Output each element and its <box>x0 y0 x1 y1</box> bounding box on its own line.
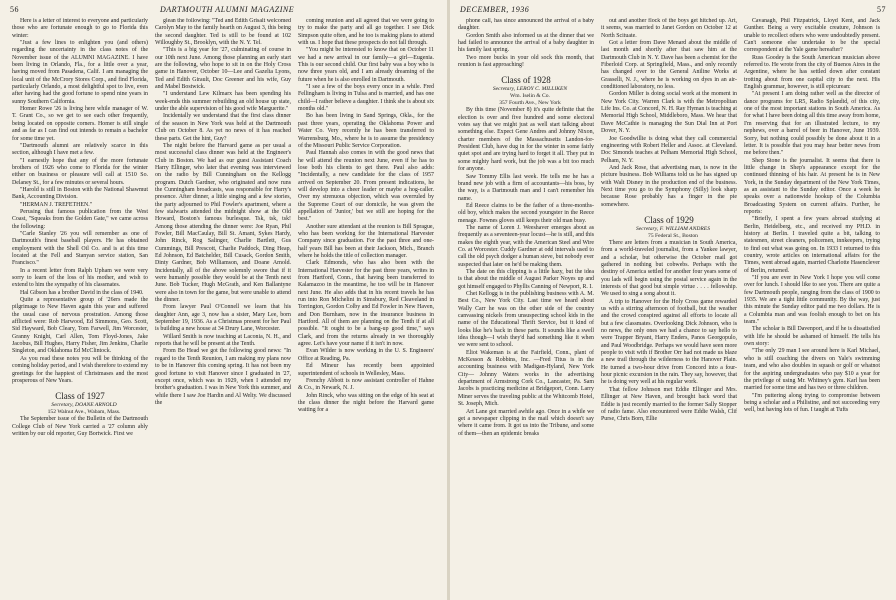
paragraph: The date on this clipping is a little hazy, but the idea is that about the middle of August Parker Noyes up and got himself engaged to Phyllis Canning of Newport, R. I. <box>458 268 594 290</box>
left-page-number: 56 <box>10 5 19 14</box>
paragraph: "I understand Lew Kilmarx has been spending his week-ends this summer rebuilding an old house up state, under the able supervision of his good wife Marguerite." <box>155 91 291 113</box>
paragraph: Here is a letter of interest to everyone and particularly those who are fortunate enough to go to Florida this winter: <box>12 18 148 39</box>
right-column-3 <box>744 18 880 596</box>
address-line: 152 Walnut Ave., Wabam, Mass. <box>47 409 121 416</box>
right-page <box>450 0 896 600</box>
paragraph: Bo has been living in Sand Springs, Okla., for the past three years, operating the Oklahoma Power and Water Co. Very recently he has been transferred to Warrensburg, Mo., where he is to assume the presidency of the Missouri Public Service Corporation. <box>298 113 434 149</box>
paragraph: Willard Smith is now teaching at Laconia, N. H., and reports that he will be present at the Tenth. <box>155 333 291 348</box>
paragraph: "HERMAN J. TREFETHEN." <box>20 201 93 208</box>
paragraph: Evan Wilder is now working in the U. S. Engineers' Office at Reading, Pa. <box>298 348 434 362</box>
paragraph: Ed Mineur has recently been appointed superintendent of schools in Wellesley, Mass. <box>298 363 434 377</box>
paragraph: "Carle Stanley '26 you will remember as one of Dartmouth's finest baseball players. He has obtained employment with the Shell Oil Co. and is at this time located at the Fell and Stanyan service station, San Francisco." <box>12 230 148 267</box>
paragraph: A trip to Hanover for the Holy Cross game rewarded us with a stirring afternoon of football, but the weather and the crowd conspired against all efforts to locate all but a few classmates. Overlooking Dick Johnson, who is no news, the only ones we had a chance to say hello to were Trapper Bryant, Harry Enders, Panos Georgopulo, and Paul Woodbridge. Perhaps we would have seen more people to visit with if Brother Orr had not made us blaze a new trail through the wilderness to the Hanover Plain. He turned a two-hour drive from Concord into a four-hour picnic excursion in the rain. They say, however, that he is doing very well at his regular work. <box>601 298 737 386</box>
left-column-3 <box>298 18 434 596</box>
paragraph: coming reunion and all agreed that we were going to try to make the party and all go together. I see Dick Simpson quite often, and he too is making plans to attend with us. I hope that these prospects do not fall through. <box>298 18 434 47</box>
class-heading: Class of 1929 <box>644 214 694 225</box>
paragraph: John Rinck, who was sitting on the edge of his seat at the class dinner the night before the Harvard game waiting for a <box>298 392 434 414</box>
paragraph: The September issue of the Bulletin of the Dartmouth College Club of New York carried a '27 column ably written by our old reporter, Guy Bortwick. First we <box>12 416 148 437</box>
paragraph: Got a letter from Dave Menard about the middle of last month and shortly after that saw him at the Dartmouth Club in N. Y. Dave has been a chemist for the Fiberloid Corp. at Springfield, Mass., and only recently has changed over to the General Aniline Works at Grasselli, N. J., where he is working on dyes in an air-conditioned laboratory, no less. <box>601 40 737 91</box>
paragraph: There are letters from a musician in South America, from a world-traveled journalist, from a Yankee lawyer, and a scholar, but otherwise the October mail got gathered in nothing but cobwebs. Perhaps with the destiny of America settled for another four years some of you lads will begin using the postal service again in the interests of that good but simple virtue . . . . fellowship. We used to sing a song about it. <box>601 239 737 298</box>
paragraph: Gordon Smith also informed us at the dinner that we had failed to announce the arrival of a baby daughter in his family last spring. <box>458 32 594 54</box>
paragraph: Cavanagh, Phil Fitzpatrick, Lloyd Kent, and Jack Gunther. Being a very excitable creature, Johnson is unable to recollect others who were undoubtedly present. Can't someone else undertake to be the special correspondent at the Yale game hereafter? <box>744 18 880 54</box>
paragraph: Clark Edmonds, who has also been with the International Harvester for the past three years, writes in from Hartford, Conn., that having been transferred to Kalamazoo in the meantime, he too will be in Hanover next June. He also adds that in his recent travels he has run into Ron Michelini in Simsbury, Red Cleaveland in Torrington, Gordon Colby and Ed Fowler in New Haven, and Don Burnham, now in the insurance business in Hartford. All of them are planning on the Tenth if at all possible. "It ought to be a bang-up good time," says Clark, and from the returns already in we thoroughly agree. Let's have your name if it isn't in now. <box>298 260 434 348</box>
right-running-head: DECEMBER, 1936 <box>460 5 530 14</box>
right-page-number: 57 <box>877 5 886 14</box>
paragraph: The name of Loren J. Weeshaver emerges about as frequently as a seventeen-year locust—he is still, and this makes the eighth year, with the American Steel and Wire Co. at Worcester. Cuddy Gardner at odd intervals used to call the old psych dodger a human sieve, but nobody ever suspected that later on he'd be making them. <box>458 224 594 268</box>
paragraph: "At present I am doing rather well as the director of dance programs for LR5, Radio Splandid, of this city, one of the most important stations in South America. As for what I have been doing all this time away from home, I'm reserving that for an illustrated lecture, to my nephews, over a barrel of beer in Hanover, June 1939. Sorry, but nothing could possibly be done about it in a letter. It is possible that you may hear better news from me before then." <box>744 91 880 157</box>
paragraph: Quite a representative group of '26ers made the pilgrimage to New Haven again this year and suffered the usual case of nervous prostration. Among those afflicted were: Rob Harwood, Ed Simmons, Geo. Scott, Sid Hayward, Bob Cleary, Tom Farwell, Jim Worcester, Granny Knight, Carl Allen, Tom Floyd-Jones, Jake Jacobus, Bill Hughes, Harry Fisher, Jim Jenkins, Charlie Singleton, and Oklahoma Ed McClintock. <box>12 297 148 355</box>
paragraph: "I see a few of the boys every once in a while. Fred Fellingham is living in Tulsa and is married, and has one child—I rather believe a daughter. I think she is about six months old." <box>298 84 434 113</box>
paragraph: "Harold is still in Boston with the National Shawmut Bank, Accounting Division. <box>12 186 148 201</box>
paragraph: Eliot Wakeman is at the Fairfield, Conn., plant of McKesson & Robbins, Inc. —Fred Titus is in the accounting business with Madigan-Hyland, New York City— Johnny Waters works in the advertising department of Armstrong Cork Co., Lancaster, Pa. Sam Jacobs is practicing medicine at Bridgeport, Conn. Larry Miner serves the traveling public at the Whitcomb Hotel, St. Joseph, Mich. <box>458 349 594 408</box>
secretary-line: Secretary, LEROY C. MILLIKEN <box>492 86 568 93</box>
paragraph: Two more bucks in your old sock this month, that reunion is fast approaching! <box>458 54 594 69</box>
paragraph: "I'm puttering along trying to compromise between being a scholar and a Philistine, and not succeeding very well, but having lots of fun. I taught at Tufts <box>744 392 880 414</box>
paragraph: The night before the Harvard game as per usual a most successful class dinner was held at the Engineer's Club in Boston. We had as our guest Assistant Coach Harry Ellinger, who later that evening was interviewed on the radio by Bill Cunningham on the Kellogg program. Dutch Gardner, who originated and now runs the Cunningham broadcasts, was responsible for Harry's presence. After dinner, a little singing and a few stories, the party adjourned to Phil Fowler's apartment, where a few stalwarts attended the midnight show at the Old Howard, Boston's famous burlesque. Tsk, tsk, tsk! Among those attending the dinner were: Joe Ryan, Phil Fowler, Bill MacCaulay, Bill St. Amant, Sykes Hardy, John Rinck, Rog Salinger, Charlie Bartlett, Gus Cummings, Bill Prescott, Charlie Paddock, Ding Heap, Ed Johnson, Ed Batchelder, Bill Cusack, Gordon Smith, Dinty Gardner, Bob Williamson, and Doane Arnold. Incidentally, all of the above solemnly swore that if it were humanly possible they would be at the Tenth next June. Bob Tucker, Hugh McGrath, and Ken Ballantyne were also in town for the game, but were unable to attend the dinner. <box>155 142 291 304</box>
paragraph: "This is a big year for '27, culminating of course in our 10th next June. Among those planning an early start are the following, who hope to sit in on the Holy Cross game in Hanover, October 10—Lee and Gazelta Lyons, Ted and Edith Girault, Doc Greener and his wife, Guy and Mabel Bostwick. <box>155 47 291 91</box>
paragraph: phone call, has since announced the arrival of a baby daughter. <box>458 18 594 32</box>
address-line: Wm. Iselin & Co. <box>510 93 550 100</box>
paragraph: Saw Tommy Ellis last week. He tells me he has a brand new job with a firm of accountants—his boss, by the way, is a Dartmouth man and I can't remember his name. <box>458 173 594 202</box>
paragraph: Gordon Miller is doing social work at the moment in New York City. Warren Clark is with the Metropolitan Life Ins. Co. at Concord, N. H. Ray Hyman is teaching at Memorial High School, Middleboro, Mass. We hear that Dave McCathie is managing the Sun Dial Inn at Port Dover, N. Y. <box>601 91 737 135</box>
paragraph: Incidentally we understand that the first class dinner of the season in New York was held at the Dartmouth Club on October 8. As yet no news of it has reached these parts. Get the hint, Guy? <box>155 113 291 142</box>
right-column-2 <box>601 18 737 596</box>
paragraph: Another sure attendant at the reunion is Bill Sprague, who has been working for the International Harvester Company since graduation. For the past three and one-half years Bill has been at their Jackson, Mich., Branch where he holds the title of collection manager. <box>298 223 434 259</box>
paragraph: "Dartmouth alumni are relatively scarce in this section, although I have met a few. <box>12 142 148 157</box>
paragraph: glean the following: "Ted and Edith Grisalt welcomed Carolyn May to the family hearth on August 3, this being the second daughter. Ted is still to be found at 102 Willoughby St., Brooklyn, with the N. Y. Tel. <box>155 18 291 47</box>
paragraph: Art Lane got married awhile ago. Once in a while we get a newspaper clipping in the mail which doesn't say where it came from. It got us into the Tribune, and some of them—then an epidemic breaks <box>458 408 594 437</box>
paragraph: Hal Gibson has a brother David in the class of 1940. <box>20 289 144 296</box>
paragraph: From lawyer Paul O'Connell we learn that his daughter Ann, age 3, now has a sister, Mary Lee, born September 19, 1936. As a Christmas present for her Paul is building a new house at 34 Drury Lane, Worcester. <box>155 304 291 333</box>
paragraph: Chet Kellogg is in the publishing business with A. M. Best Co., New York City. Last time we heard about Wally Carr he was on the other side of the country canvassing nickels from unsuspecting school kids in the name of the Educational Thrift Service, but it kind of looks like he's back in these parts. It sounds like a swell idea though—I wish they'd had something like it when we were sent to school. <box>458 291 594 349</box>
paragraph: And Jack Rose, that advertising man, is now in the picture business. Bob Williams told us he has signed up with Walt Disney in the production end of the business. Next time you go to the Symphony (Silly) look sharp because Rose probably has a finger in the pie somewhere. <box>601 164 737 208</box>
paragraph: Paul Hannah also comes in with the good news that he will attend the reunion next June, even if he has to lose both his clients to get there. Paul also adds: "Incidentally, a new candidate for the class of 1957 arrived on September 20. From present indications, he will develop into a cheer leader or maybe a hog-caller. Over my strenuous objection, which was overruled by the Supreme Court of our domicile, he was given the appellation of 'Junior,' but we still are hoping for the best." <box>298 150 434 223</box>
paragraph: From Bo Head we got the following good news: "In regard to the Tenth Reunion, I am making my plans now to be in Hanover this coming spring. It has not been my good fortune to visit Hanover since I graduated in '27, except once, which was in 1929, when I attended my brother's graduation. I was in New York this summer, and while there I saw Joe Hardin and Al Welty. We discussed the <box>155 348 291 406</box>
paragraph: By this time (November 8) it's quite definite that the election is over and five hundred and some electoral votes say that we might just as well start talking about something else. Expect Gene Andres and Johnny Nixon, charter members of the Massachusetts Landon-for-President Club, have dug in for the winter in some fairly quiet spot and are trying hard to forget it all. They put in some mighty hard work, but the job was a bit too much for anyone. <box>458 107 594 173</box>
paragraph: Frenchy Abbott is now assistant controller of Hahne & Co., in Newark, N. J. <box>298 377 434 392</box>
paragraph: Perusing that famous publication from the West Coast, "Squeaks from the Golden Gate," we came across the following: <box>12 208 148 230</box>
paragraph: "Just a few lines to enlighten you (and others) regarding the uncertainty in the class notes of the November issue of the ALUMNI MAGAZINE. I have been living in Orlando, Fla., for a little over a year, having moved from Pasadena, Calif. I am managing the local unit of the McCrory Stores Corp., and find Florida, particularly Orlando, a most delightful spot to live, even after having had the good fortune to spend nine years in sunny Southern California. <box>12 40 148 105</box>
paragraph: Shep Stone is the journalist. It seems that there is little change in Shep's appearance except for the continued thinning of his hair. At present he is in New York, in the Sunday department of the New York Times, as an assistant to the Sunday editor. Once a week he speaks over a nationwide hookup of the Columbia Broadcasting System on current affairs. Further, he reports: <box>744 157 880 215</box>
paragraph: In a recent letter from Ralph Upham we were very sorry to learn of the loss of his mother, and wish to extend to him the sympathy of his classmates. <box>12 267 148 289</box>
right-column-1 <box>458 18 594 596</box>
paragraph: That fellow Johnson met Eddie Ellinger and Mrs. Ellinger at New Haven, and brought back word that Eddie is just recently married to the former Sally Stopper of radio fame. Also encountered were Eddie Walsh, Clif Purse, Chris Born, Ellie <box>601 386 737 423</box>
left-running-head: DARTMOUTH ALUMNI MAGAZINE <box>160 5 295 14</box>
left-column-1 <box>12 18 148 596</box>
paragraph: Joe Goodwillie is doing what they call commercial engineering with Robert Heller and Assoc. at Cleveland. Doc Simonds teaches at Pelham Memorial High School, Pelham, N. Y. <box>601 135 737 164</box>
paragraph: "The only '29 man I see around here is Karl Michael, who is still coaching the divers on Yale's swimming team, and who also doubles in squash or golf or whatnot for the aspiring undergraduates who pay $10 a year for the privilege of using Mr. Whitney's gym. Karl has been married for some time and has two or three children. <box>744 348 880 392</box>
class-heading: Class of 1927 <box>55 391 105 402</box>
left-column-2 <box>155 18 291 596</box>
paragraph: Russ Goodey is the South American musician above referred to. He wrote from the city of Buenos Aires in the Argentine, where he has settled down after constant trotting about from one capital city to the next. His English grammar, however, is still epicurean: <box>744 54 880 91</box>
paragraph: "You might be interested to know that on October 11 we had a new arrival in our family—a girl—Eugenia. This is our second child. Our first baby was a boy who is now three years old, and I am already dreaming of the future when he is also enrolled in Dartmouth. <box>298 47 434 83</box>
paragraph: "I earnestly hope that any of the more fortunate brothers of 1926 who come to Florida for the winter either on business or pleasure will call at 1510 So. Delaney St., for a few minutes or several hours. <box>12 157 148 186</box>
paragraph: As you read these notes you will be thinking of the coming holiday period, and I wish therefore to extend my greetings for the happiest of Christmases and the most prosperous of New Years. <box>12 355 148 384</box>
address-line: 75 Federal St., Boston <box>648 232 698 239</box>
paragraph: Ed Reece claims to be the father of a three-months-old boy, which makes the second youngster in the Reece menage. Fownes gloves still keeps their old man busy. <box>458 202 594 224</box>
paragraph: Homer Rowe '26 is living here while manager of W. T. Grant Co., so we get to see each other frequently, being located on opposite corners. Homer is still single and as far as I can find out intends to remain a bachelor for some time yet. <box>12 106 148 142</box>
paragraph: The scholar is Bill Davenport, and if he is dissatisfied with life he should be ashamed of himself. He tells his own story: <box>744 326 880 348</box>
paragraph: "If you are ever in New York I hope you will come over for lunch. I should like to see you. There are quite a few Dartmouth people, ranging from the class of 1900 to 1935. We are a tight little community. By the way, just this minute the Sunday editor paid me two dollars. He is a Columbia man and was foolish enough to bet on his team." <box>744 275 880 326</box>
paragraph: out and another flock of the boys get hitched up. Art, it seems, was married to Janet Gordon on October 12 at North Scituate. <box>601 18 737 39</box>
secretary-line: Secretary, F. WILLIAM ANDRES <box>635 225 710 232</box>
secretary-line: Secretary, DOANE ARNOLD <box>51 402 117 409</box>
address-line: 357 Fourth Ave., New York <box>499 100 561 107</box>
paragraph: "Briefly, I spent a few years abroad studying at Berlin, Heidelberg, etc., and received my PH.D. in history at Berlin. I traveled quite a bit, talking to statesmen, street cleaners, policemen, innkeepers, trying to find out what was going on. In 1933 I returned to this country, wrote articles on international affairs for the Times, went abroad again, married Charlotte Hasenclever of Berlin, returned. <box>744 216 880 274</box>
class-heading: Class of 1928 <box>501 75 551 86</box>
